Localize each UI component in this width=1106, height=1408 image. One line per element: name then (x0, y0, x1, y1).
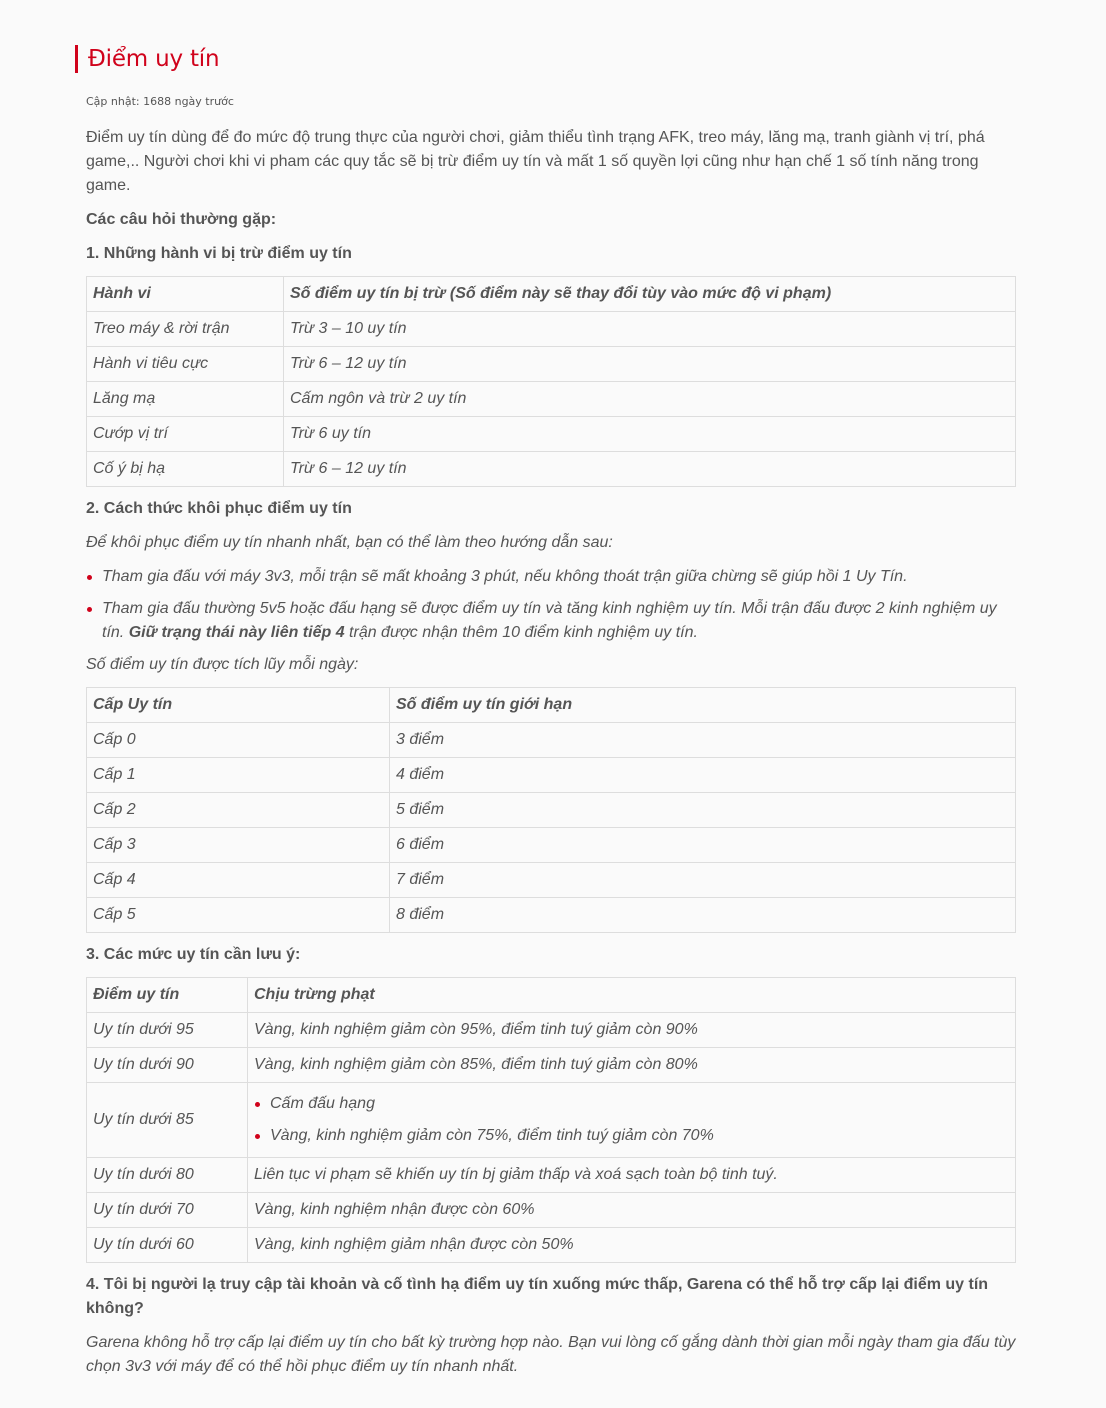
table-header: Điểm uy tín (87, 978, 248, 1013)
table-cell: Vàng, kinh nghiệm nhận được còn 60% (248, 1193, 1016, 1228)
table-cell: Cấp 1 (87, 758, 390, 793)
table-cell: Vàng, kinh nghiệm giảm còn 85%, điểm tinh tuý giảm còn 80% (248, 1048, 1016, 1083)
table-row (87, 452, 1016, 487)
violations-table (86, 276, 1016, 487)
table-header: Số điểm uy tín giới hạn (390, 688, 1016, 723)
table-row (87, 1048, 1016, 1083)
table-cell: 6 điểm (390, 828, 1016, 863)
table-cell: 4 điểm (390, 758, 1016, 793)
table-row (87, 417, 1016, 452)
section4-answer: Garena không hỗ trợ cấp lại điểm uy tín cho bất kỳ trường hợp nào. Bạn vui lòng cố gắng dành thời gian mỗi ngày tham gia đấu tùy chọn 3v3 với máy để có thể hồi phục điểm uy tín nhanh nhất. (86, 1334, 1016, 1375)
table-cell: 7 điểm (390, 863, 1016, 898)
faq-heading: Các câu hỏi thường gặp: (86, 211, 277, 228)
table-cell: Uy tín dưới 70 (87, 1193, 248, 1228)
table-cell: Vàng, kinh nghiệm giảm nhận được còn 50% (248, 1228, 1016, 1263)
table-cell: Trừ 6 uy tín (284, 417, 1016, 452)
table-cell: Treo máy & rời trận (87, 312, 284, 347)
daily-label: Số điểm uy tín được tích lũy mỗi ngày: (86, 656, 359, 673)
table-cell: Uy tín dưới 95 (87, 1013, 248, 1048)
table-cell: Cấp 0 (87, 723, 390, 758)
table-cell: Cướp vị trí (87, 417, 284, 452)
table-header: Cấp Uy tín (87, 688, 390, 723)
table-cell: Cấp 3 (87, 828, 390, 863)
table-cell: Uy tín dưới 85 (87, 1083, 248, 1158)
table-row (87, 1083, 1016, 1158)
table-cell: 8 điểm (390, 898, 1016, 933)
table-cell: Trừ 6 – 12 uy tín (284, 347, 1016, 382)
daily-limit-table (86, 687, 1016, 933)
table-cell: Cấp 2 (87, 793, 390, 828)
table-cell: Uy tín dưới 60 (87, 1228, 248, 1263)
table-cell: Cấp 5 (87, 898, 390, 933)
table-cell: 5 điểm (390, 793, 1016, 828)
intro-paragraph: Điểm uy tín dùng để đo mức độ trung thực của người chơi, giảm thiểu tình trạng AFK, treo máy, lăng mạ, tranh giành vị trí, phá game,.. Người chơi khi vi pham các quy tắc sẽ bị trừ điểm uy tín và mất 1 số quyền lợi cũng như hạn chế 1 số tính năng trong game. (86, 129, 985, 194)
table-row (87, 723, 1016, 758)
table-row (87, 1158, 1016, 1193)
list-item (86, 597, 1016, 645)
table-header-row (87, 978, 1016, 1013)
recovery-list (86, 565, 1016, 645)
page-title: Điểm uy tín (88, 46, 220, 72)
table-header-row (87, 688, 1016, 723)
table-cell: 3 điểm (390, 723, 1016, 758)
list-item: Vàng, kinh nghiệm giảm còn 75%, điểm tinh tuý giảm còn 70% (254, 1124, 1009, 1148)
table-row (87, 382, 1016, 417)
article-body (86, 126, 1016, 1389)
table-row (87, 1013, 1016, 1048)
table-cell: Uy tín dưới 90 (87, 1048, 248, 1083)
table-header: Chịu trừng phạt (248, 978, 1016, 1013)
list-item: Tham gia đấu với máy 3v3, mỗi trận sẽ mất khoảng 3 phút, nếu không thoát trận giữa chừng sẽ giúp hồi 1 Uy Tín. (86, 565, 1016, 589)
table-cell: Lăng mạ (87, 382, 284, 417)
updated-timestamp: Cập nhật: 1688 ngày trước (86, 95, 234, 108)
table-cell: Hành vi tiêu cực (87, 347, 284, 382)
list-item: Cấm đấu hạng (254, 1092, 1009, 1116)
table-cell: Cấp 4 (87, 863, 390, 898)
title-accent-bar (75, 45, 78, 73)
section4-heading: 4. Tôi bị người lạ truy cập tài khoản và cố tình hạ điểm uy tín xuống mức thấp, Garena có thể hỗ trợ cấp lại điểm uy tín không? (86, 1276, 989, 1317)
table-cell: Vàng, kinh nghiệm giảm còn 95%, điểm tinh tuý giảm còn 90% (248, 1013, 1016, 1048)
table-row (87, 758, 1016, 793)
table-row (87, 863, 1016, 898)
table-cell: Trừ 3 – 10 uy tín (284, 312, 1016, 347)
table-header: Số điểm uy tín bị trừ (Số điểm này sẽ thay đổi tùy vào mức độ vi phạm) (284, 277, 1016, 312)
table-row (87, 898, 1016, 933)
table-cell: Cấm ngôn và trừ 2 uy tín (284, 382, 1016, 417)
table-cell (248, 1083, 1016, 1158)
section2-lead: Để khôi phục điểm uy tín nhanh nhất, bạn có thể làm theo hướng dẫn sau: (86, 534, 613, 551)
penalty-list (254, 1092, 1009, 1148)
table-row (87, 347, 1016, 382)
table-row (87, 1228, 1016, 1263)
table-row (87, 793, 1016, 828)
table-cell: Cố ý bị hạ (87, 452, 284, 487)
page-title-block (75, 44, 219, 74)
table-row (87, 828, 1016, 863)
table-header-row (87, 277, 1016, 312)
table-row (87, 1193, 1016, 1228)
list-item-text: Tham gia đấu thường 5v5 hoặc đấu hạng sẽ được điểm uy tín và tăng kinh nghiệm uy tín. Mỗi trận đấu được 2 kinh nghiệm uy tín. (102, 600, 997, 641)
table-cell: Trừ 6 – 12 uy tín (284, 452, 1016, 487)
list-item-bold-text: Giữ trạng thái này liên tiếp 4 (128, 624, 345, 641)
section1-heading: 1. Những hành vi bị trừ điểm uy tín (86, 245, 352, 262)
section3-heading: 3. Các mức uy tín cần lưu ý: (86, 946, 301, 963)
table-row (87, 312, 1016, 347)
section2-heading: 2. Cách thức khôi phục điểm uy tín (86, 500, 352, 517)
list-item-text: trận được nhận thêm 10 điểm kinh nghiệm uy tín. (344, 624, 698, 641)
table-header: Hành vi (87, 277, 284, 312)
table-cell: Liên tục vi phạm sẽ khiến uy tín bj giảm thấp và xoá sạch toàn bộ tinh tuý. (248, 1158, 1016, 1193)
penalty-table (86, 977, 1016, 1263)
table-cell: Uy tín dưới 80 (87, 1158, 248, 1193)
